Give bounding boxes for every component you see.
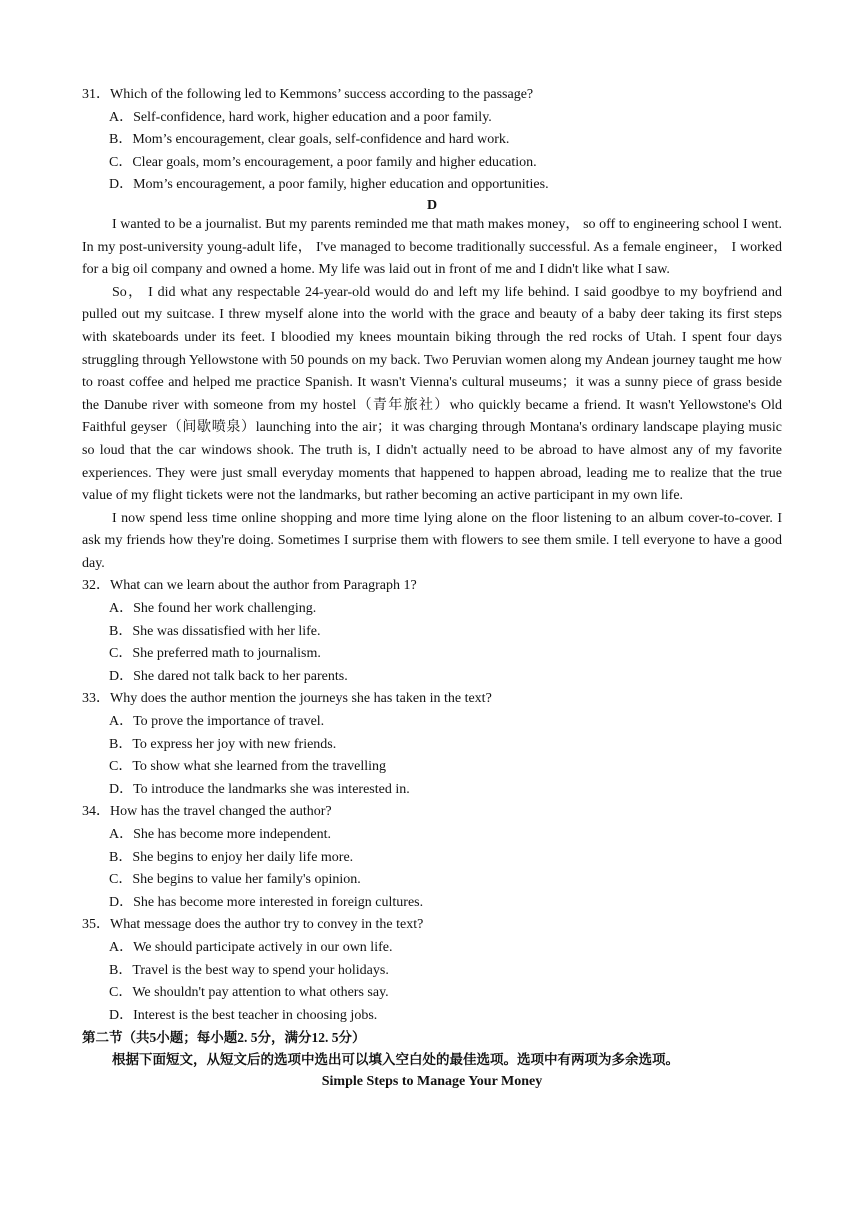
option-b: B．She begins to enjoy her daily life more. <box>109 849 354 865</box>
passage-d <box>82 214 782 576</box>
passage-paragraph-2: So， I did what any respectable 24-year-old would do and left my life behind. I said goodbye to my boyfriend and pulled out my suitcase. I threw myself alone into the world with the grace and beauty of a baby deer taking its first steps with skateboards under its feet. I bloodied my knees mountain biking through the red rocks of Utah. I spent four days struggling through Yellowstone with 50 pounds on my back. Two Peruvian women along my Andean journey taught me how to roast coffee and helped me practice Spanish. It wasn't Vienna's cultural museums；it was a sunny piece of grass beside the Danube river with someone from my hostel（青年旅社）who quickly became a friend. It wasn't Yellowstone's Old Faithful geyser（间歇喷泉）launching into the air；it was charging through Montana's ordinary landscape playing music so loud that the car windows shook. The truth is, I didn't actually need to be abroad to have almost any of my favorite experiences. They were just small everyday moments that happened to happen abroad, leading me to realize that the true value of my flight tickets were not the landmarks, but rather becoming an active participant in my own life. <box>82 284 782 504</box>
option-d: D．Mom’s encouragement, a poor family, higher education and opportunities. <box>109 177 549 193</box>
question-stem: 35．What message does the author try to convey in the text? <box>82 917 424 933</box>
option-c: C．To show what she learned from the travelling <box>109 759 387 775</box>
section-heading: 第二节（共5小题；每小题2. 5分，满分12. 5分） <box>82 1030 366 1046</box>
exam-page <box>82 84 782 1093</box>
passage-paragraph-3: I now spend less time online shopping and more time lying alone on the floor listening to an album cover-to-cover. I ask my friends how they're doing. Sometimes I surprise them with flowers to see them smile. I tell everyone to have a good day. <box>82 510 782 571</box>
option-a: A．She found her work challenging. <box>109 601 317 617</box>
question-35 <box>82 914 782 1027</box>
option-d: D．She dared not talk back to her parents. <box>109 668 348 684</box>
option-a: A．She has become more independent. <box>109 827 331 842</box>
option-d: D．She has become more interested in foreign cultures. <box>109 894 424 910</box>
option-d: D．To introduce the landmarks she was interested in. <box>109 781 410 797</box>
option-c: C．She begins to value her family's opinion. <box>109 872 361 888</box>
option-b: B．She was dissatisfied with her life. <box>109 623 321 639</box>
option-d: D．Interest is the best teacher in choosing jobs. <box>109 1007 378 1023</box>
question-33 <box>82 688 782 801</box>
question-34 <box>82 801 782 914</box>
option-a: A．To prove the importance of travel. <box>109 714 325 730</box>
passage-paragraph-1: I wanted to be a journalist. But my parents reminded me that math makes money， so off to engineering school I went. In my post-university young-adult life， I've managed to become traditionally successful. As a female engineer， I worked for a big oil company and owned a home. My life was laid out in front of me and I didn't like what I saw. <box>82 216 782 278</box>
option-b: B．Travel is the best way to spend your holidays. <box>109 962 389 978</box>
passage-label: D <box>426 197 438 213</box>
question-stem: 33．Why does the author mention the journeys she has taken in the text? <box>82 691 492 707</box>
question-32 <box>82 575 782 688</box>
question-stem: 31．Which of the following led to Kemmons’ success according to the passage? <box>82 87 534 102</box>
option-b: B．Mom’s encouragement, clear goals, self-confidence and hard work. <box>109 132 510 148</box>
option-c: C．Clear goals, mom’s encouragement, a poor family and higher education. <box>109 154 537 170</box>
passage-title: Simple Steps to Manage Your Money <box>321 1074 543 1090</box>
option-c: C．She preferred math to journalism. <box>109 646 321 662</box>
question-stem: 34．How has the travel changed the author? <box>82 804 332 820</box>
option-c: C．We shouldn't pay attention to what others say. <box>109 985 389 1001</box>
question-stem: 32．What can we learn about the author from Paragraph 1? <box>82 578 417 594</box>
option-b: B．To express her joy with new friends. <box>109 736 337 752</box>
section-instruction: 根据下面短文，从短文后的选项中选出可以填入空白处的最佳选项。选项中有两项为多余选项。 <box>112 1052 679 1068</box>
question-31 <box>82 84 782 197</box>
option-a: A．We should participate actively in our own life. <box>109 939 393 955</box>
option-a: A．Self-confidence, hard work, higher education and a poor family. <box>109 109 492 125</box>
